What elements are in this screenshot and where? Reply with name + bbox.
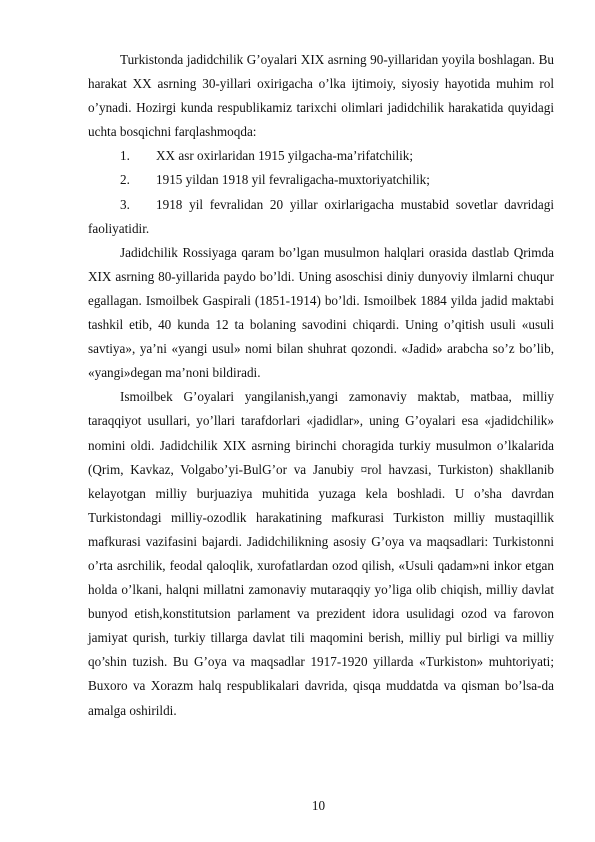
- list-item: [88, 168, 554, 192]
- list-item: [88, 144, 554, 168]
- list-item-number: 2.: [120, 172, 130, 188]
- list-item-text: XX asr oxirlaridan 1915 yilgacha-ma’rifatchilik;: [156, 148, 414, 164]
- list-item: [88, 193, 554, 241]
- page-number: 10: [311, 798, 326, 813]
- list-item-number: 1.: [120, 148, 130, 164]
- paragraph-intro: Turkistonda jadidchilik G’oyalari XIX asrning 90-yillaridan yoyila boshlagan. Bu harakat XX asrning 30-yillari oxirigacha o’lka ijtimoiy, siyosiy hayotida muhim rol o’ynadi. Hozirgi kunda respublikamiz tarixchi olimlari jadidchilik harakatida quyidagi uchta bosqichni farqlashmoqda:: [88, 52, 554, 140]
- paragraph-ideas: Ismoilbek G’oyalari yangilanish,yangi zamonaviy maktab, matbaa, milliy taraqqiyot usullari, yo’llari tarafdorlari «jadidlar», uning G’oyalari esa «jadidchilik» nomini oldi. Jadidchilik XIX asrning birinchi choragida turkiy musulmon o’lkalarida (Qrim, Kavkaz, Volgabo’yi-BulG’or va Janubiy ¤rol havzasi, Turkiston) shakllanib kelayotgan milliy burjuaziya muhitida yuzaga kela boshladi. U o’sha davrdan Turkistondagi milliy-ozodlik harakatining mafkurasi Turkiston milliy mustaqillik mafkurasi vazifasini bajardi. Jadidchilikning asosiy G’oya va maqsadlari: Turkistonni o’rta asrchilik, feodal qaloqlik, xurofatlardan ozod qilish, «Usuli qadam»ni inkor etgan holda o’lkani, halqni millatni zamonaviy mutaraqqiy yo’liga olib chiqish, milliy davlat bunyod etish,konstitutsion parlament va prezident idora usulidagi ozod va farovon jamiyat qurish, turkiy tillarga davlat tili maqomini berish, milliy pul birligi va milliy qo’shin tuzish. Bu G’oya va maqsadlar 1917-1920 yillarda «Turkiston» muhtoriyati; Buxoro va Xorazm halq respublikalari davrida, qisqa muddatda va qisman bo’lsa-da amalga oshirildi.: [88, 389, 554, 718]
- list-item-text: 1918 yil fevralidan 20 yillar oxirlarigacha mustabid sovetlar davridagi faoliyatidir.: [88, 196, 554, 236]
- list-item-number: 3.: [120, 196, 130, 212]
- paragraph-origin: Jadidchilik Rossiyaga qaram bo’lgan musulmon halqlari orasida dastlab Qrimda XIX asrning 80-yillarida paydo bo’ldi. Uning asoschisi diniy dunyoviy ilmlarni chuqur egallagan. Ismoilbek Gaspirali (1851-1914) bo’ldi. Ismoilbek 1884 yilda jadid maktabi tashkil etib, 40 kunda 12 ta bolaning savodini chiqardi. Uning o’qitish usuli «usuli savtiya», ya’ni «yangi usul» nomi bilan shuhrat qozondi. «Jadid» arabcha so’z bo’lib, «yangi»degan ma’noni bildiradi.: [88, 244, 554, 381]
- document-body: [88, 48, 554, 723]
- list-item-text: 1915 yildan 1918 yil fevraligacha-muxtoriyatchilik;: [156, 172, 430, 188]
